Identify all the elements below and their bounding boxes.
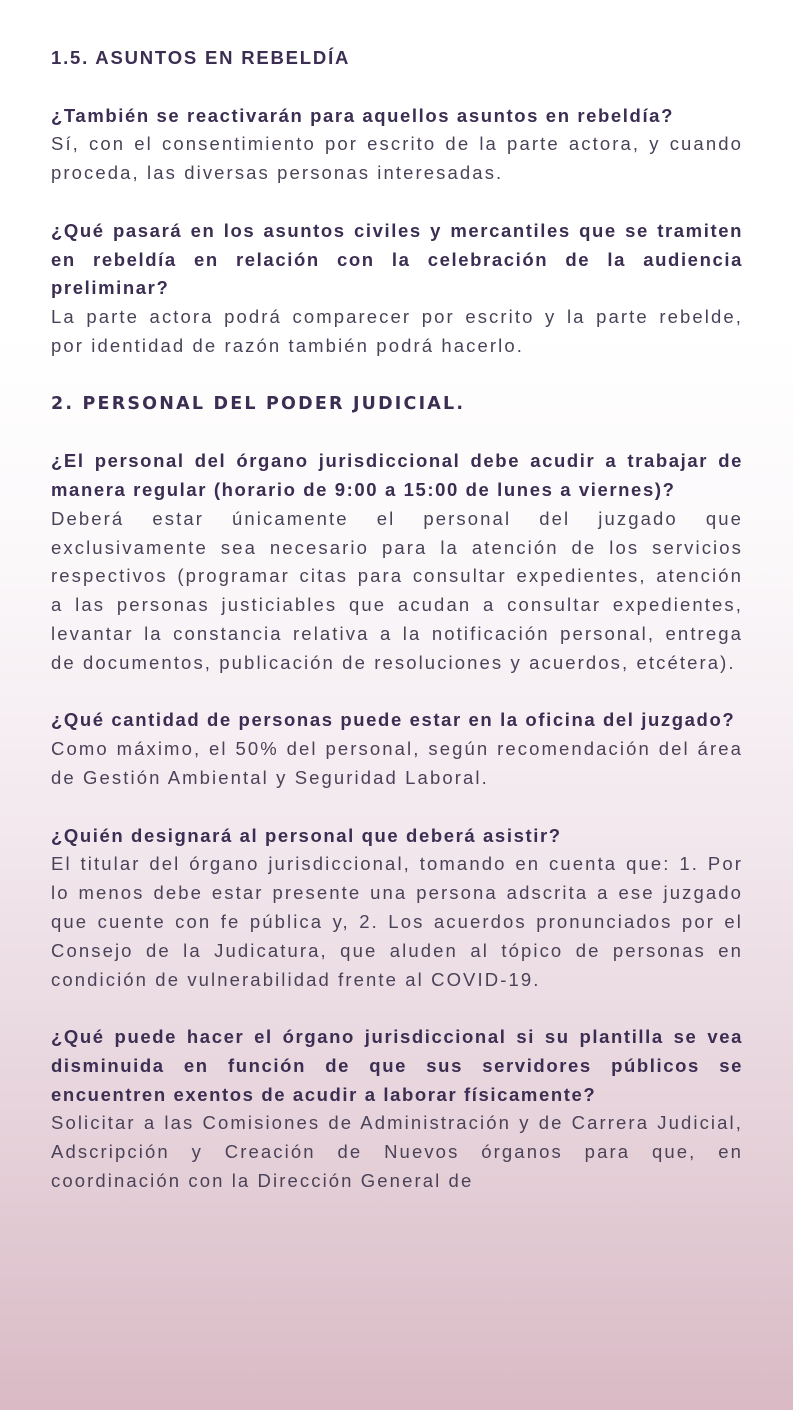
answer-text: Sí, con el consentimiento por escrito de la parte actora, y cuando proceda, las diversas personas interesadas.	[51, 133, 743, 184]
answer-text: Como máximo, el 50% del personal, según recomendación del área de Gestión Ambiental y Seguridad Laboral.	[51, 738, 743, 788]
answer-text: Deberá estar únicamente el personal del juzgado que exclusivamente sea necesario para la atención de los servicios respectivos (programar citas para consultar expedientes, atención a las personas justiciables que acudan a consultar expedientes, levantar la constancia relativa a la notificación personal, entrega de documentos, publicación de resoluciones y acuerdos, etcétera).	[51, 507, 743, 673]
question-text: ¿Qué puede hacer el órgano jurisdiccional si su plantilla se vea disminuida en función de que sus servidores públicos se encuentren exentos de acudir a laborar físicamente?	[51, 1026, 743, 1105]
spacer	[51, 418, 743, 447]
spacer	[51, 678, 743, 707]
qa-item	[51, 102, 743, 188]
qa-item	[51, 706, 743, 792]
section-title-asuntos-en-rebeldia: 1.5. ASUNTOS EN REBELDÍA	[51, 47, 351, 68]
section-title-personal-poder-judicial: 2. PERSONAL DEL PODER JUDICIAL.	[51, 393, 466, 414]
spacer	[51, 188, 743, 217]
qa-item	[51, 217, 743, 361]
question-text: ¿Qué pasará en los asuntos civiles y mercantiles que se tramiten en rebeldía en relación con la celebración de la audiencia preliminar?	[51, 219, 743, 299]
qa-item	[51, 447, 743, 677]
question-text: ¿El personal del órgano jurisdiccional debe acudir a trabajar de manera regular (horario de 9:00 a 15:00 de lunes a viernes)?	[51, 450, 743, 500]
spacer	[51, 73, 743, 102]
question-text: ¿Qué cantidad de personas puede estar en la oficina del juzgado?	[51, 709, 736, 731]
qa-item	[51, 822, 743, 995]
spacer	[51, 994, 743, 1023]
answer-text: El titular del órgano jurisdiccional, tomando en cuenta que: 1. Por lo menos debe estar presente una persona adscrita a ese juzgado que cuente con fe pública y, 2. Los acuerdos pronunciados por el Consejo de la Judicatura, que aluden al tópico de personas en condición de vulnerabilidad frente al COVID-19.	[51, 853, 743, 990]
answer-text: Solicitar a las Comisiones de Administración y de Carrera Judicial, Adscripción y Creación de Nuevos órganos para que, en coordinación con la Dirección General de	[51, 1112, 743, 1192]
spacer	[51, 361, 743, 390]
question-text: ¿También se reactivarán para aquellos asuntos en rebeldía?	[51, 104, 674, 126]
answer-text: La parte actora podrá comparecer por escrito y la parte rebelde, por identidad de razón también podrá hacerlo.	[51, 306, 743, 356]
question-text: ¿Quién designará al personal que deberá asistir?	[51, 824, 562, 846]
spacer	[51, 793, 743, 822]
qa-item	[51, 1023, 743, 1196]
